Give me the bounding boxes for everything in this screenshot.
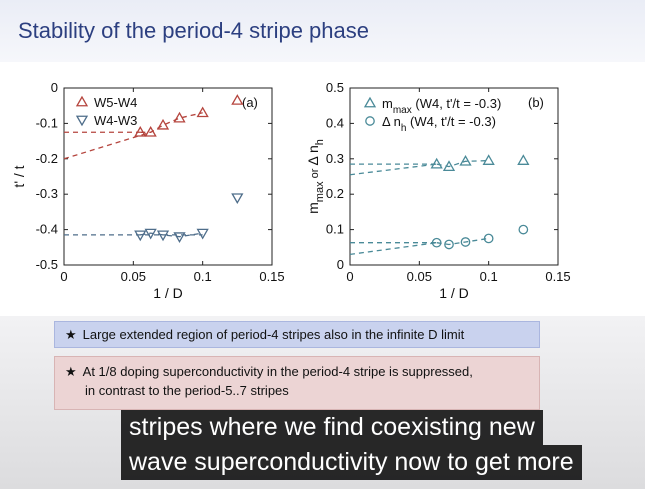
data-point bbox=[198, 229, 208, 238]
star-icon: ★ bbox=[65, 364, 77, 379]
legend-label bbox=[382, 96, 501, 116]
y-tick-label: 0.4 bbox=[325, 115, 344, 131]
legend-label-part: h bbox=[400, 123, 407, 134]
y-axis-label-part: h bbox=[314, 139, 326, 146]
x-tick-label: 0.1 bbox=[479, 269, 498, 284]
caption-line: wave superconductivity now to get more bbox=[121, 445, 582, 480]
note-extended-region bbox=[54, 321, 540, 348]
x-tick-label: 0.05 bbox=[406, 269, 432, 284]
data-point bbox=[518, 156, 528, 165]
legend-label: W5-W4 bbox=[94, 95, 138, 110]
legend-marker bbox=[77, 97, 87, 106]
legend-label-part: Δ n bbox=[382, 114, 401, 129]
legend-marker bbox=[366, 117, 374, 125]
data-point bbox=[232, 95, 242, 104]
y-axis-label-part: Δ n bbox=[305, 145, 321, 166]
y-axis-label bbox=[305, 139, 326, 214]
legend-label-part: m bbox=[382, 96, 393, 111]
y-tick-label: 0.2 bbox=[325, 186, 344, 202]
x-axis-label: 1 / D bbox=[153, 285, 183, 301]
note-text: At 1/8 doping superconductivity in the period-4 stripe is suppressed, bbox=[82, 364, 473, 379]
legend-label-part: (W4, t'/t = -0.3) bbox=[406, 114, 496, 129]
y-tick-label: 0 bbox=[336, 257, 344, 272]
y-tick-label: 0.5 bbox=[325, 80, 344, 95]
slide-title: Stability of the period-4 stripe phase bbox=[18, 18, 369, 43]
y-tick-label: 0 bbox=[50, 80, 58, 95]
legend-label-part: (W4, t'/t = -0.3) bbox=[411, 96, 502, 111]
data-point bbox=[232, 194, 242, 203]
panel-label: (a) bbox=[242, 95, 258, 110]
legend-label: W4-W3 bbox=[94, 113, 138, 128]
panel-label: (b) bbox=[528, 95, 544, 110]
x-tick-label: 0.1 bbox=[193, 269, 212, 284]
note-text: Large extended region of period-4 stripes also in the infinite D limit bbox=[82, 327, 465, 342]
y-tick-label: -0.1 bbox=[35, 115, 58, 131]
star-icon: ★ bbox=[65, 327, 77, 342]
y-axis-label-part: max bbox=[314, 181, 326, 203]
legend-label-part: max bbox=[392, 105, 412, 116]
caption-line: stripes where we find coexisting new bbox=[121, 410, 543, 445]
data-point bbox=[484, 156, 494, 165]
x-tick-label: 0.05 bbox=[120, 269, 146, 284]
y-axis-label: t' / t bbox=[11, 165, 27, 188]
legend-marker bbox=[77, 116, 87, 125]
x-tick-label: 0 bbox=[346, 269, 354, 284]
y-axis-label-part: or bbox=[309, 165, 321, 182]
y-tick-label: 0.1 bbox=[325, 221, 344, 237]
x-tick-label: 0.15 bbox=[259, 269, 285, 284]
y-tick-label: 0.3 bbox=[325, 150, 344, 166]
x-tick-label: 0.15 bbox=[545, 269, 571, 284]
series-fit-line bbox=[350, 243, 437, 255]
y-axis-label-part: m bbox=[305, 202, 321, 214]
legend-label bbox=[382, 114, 496, 134]
x-axis-label: 1 / D bbox=[439, 285, 469, 301]
series-fit-line bbox=[350, 164, 437, 175]
data-point bbox=[519, 225, 527, 233]
video-captions bbox=[121, 410, 641, 480]
y-tick-label: -0.3 bbox=[35, 186, 58, 202]
plots-svg bbox=[0, 62, 645, 316]
data-point bbox=[198, 108, 208, 117]
y-tick-label: -0.4 bbox=[35, 221, 58, 237]
x-tick-label: 0 bbox=[60, 269, 68, 284]
note-superconductivity bbox=[54, 356, 540, 410]
legend-marker bbox=[365, 98, 375, 107]
note-text: in contrast to the period-5..7 stripes bbox=[85, 383, 289, 398]
y-tick-label: -0.2 bbox=[35, 150, 58, 166]
y-tick-label: -0.5 bbox=[35, 257, 58, 272]
